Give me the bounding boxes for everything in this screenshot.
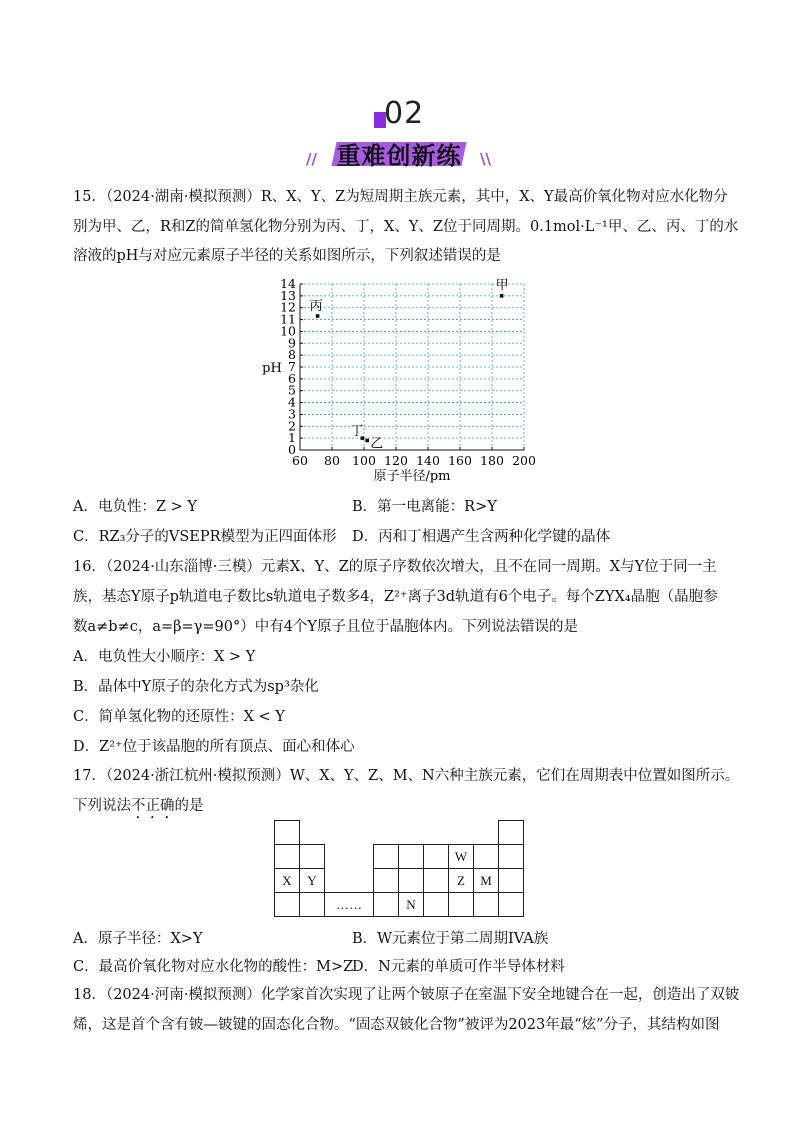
q15-stem-line1: 15．（2024·湖南·模拟预测）R、X、Y、Z为短周期主族元素，其中，X、Y最高价氧化物对应水化物分: [73, 189, 728, 205]
table-cell: [374, 893, 399, 917]
element-m: M: [474, 869, 499, 893]
data-point: [316, 314, 320, 318]
table-row: [275, 821, 524, 845]
table-cell: [399, 869, 424, 893]
q17-option-c: C．最高价氧化物对应水化物的酸性：M>Z: [73, 959, 354, 975]
table-row: [275, 845, 524, 869]
table-cell: [300, 845, 325, 869]
y-tick-label: 4: [288, 394, 296, 410]
banner-right-slashes: \\: [480, 150, 491, 168]
element-z: Z: [449, 869, 474, 893]
q16-option-a: A．电负性大小顺序：X > Y: [73, 649, 256, 665]
table-cell: [275, 893, 300, 917]
q17-stem-line1: 17．（2024·浙江杭州·模拟预测）W、X、Y、Z、M、N六种主族元素，它们在周期表中位置如图所示。: [73, 768, 740, 784]
point-label: 丙: [309, 299, 323, 315]
q17-stem-post: 的是: [174, 798, 204, 814]
table-cell: [499, 845, 524, 869]
table-row: [275, 893, 524, 917]
q15-stem-line3: 溶液的pH与对应元素原子半径的关系如图所示，下列叙述错误的是: [73, 248, 501, 264]
data-points: [310, 278, 509, 452]
x-tick-label: 60: [292, 453, 308, 468]
data-point: [500, 294, 504, 298]
q16-stem-line2: 族，基态Y原子p轨道电子数比s轨道电子数多4，Z²⁺离子3d轨道有6个电子。每个ZYX₄晶胞（晶胞参: [73, 589, 718, 605]
y-tick-label: 2: [288, 418, 296, 434]
table-cell: [374, 845, 399, 869]
y-tick-label: 1: [288, 430, 296, 446]
y-tick-label: 13: [280, 287, 296, 303]
y-tick-labels: [280, 276, 296, 457]
point-label: 丁: [350, 424, 364, 440]
element-w: W: [449, 845, 474, 869]
q15-stem-line2: 别为甲、乙，R和Z的简单氢化物分别为丙、丁，X、Y、Z位于同周期。0.1mol·L⁻¹甲、乙、丙、丁的水: [73, 219, 739, 235]
x-tick-label: 200: [512, 453, 536, 468]
q15-option-a: A．电负性：Z > Y: [73, 499, 197, 515]
table-cell: [424, 869, 449, 893]
table-cell: [499, 821, 524, 845]
q15-option-b: B．第一电离能：R>Y: [352, 499, 497, 515]
y-tick-label: 5: [288, 382, 296, 398]
table-cell: [424, 845, 449, 869]
x-axis-label: 原子半径/pm: [373, 469, 451, 484]
q16-option-d: D．Z²⁺位于该晶胞的所有顶点、面心和体心: [73, 739, 355, 755]
table-cell: [275, 821, 300, 845]
section-title: 重难创新练: [336, 142, 462, 170]
table-cell: [300, 893, 325, 917]
chart-grid: [300, 284, 524, 450]
point-label: 甲: [495, 277, 509, 293]
y-tick-label: 3: [288, 406, 296, 422]
table-cell: [399, 845, 424, 869]
table-cell: [474, 893, 499, 917]
x-tick-label: 160: [448, 453, 472, 468]
y-tick-label: 0: [288, 442, 296, 457]
periodic-table-fragment: [274, 820, 524, 917]
element-x: X: [275, 869, 300, 893]
x-tick-label: 120: [384, 453, 408, 468]
ph-radius-chart: [250, 272, 550, 487]
y-tick-label: 10: [280, 323, 296, 339]
y-tick-label: 11: [280, 311, 296, 327]
y-axis-label: pH: [262, 361, 282, 376]
q15-option-d: D．丙和丁相遇产生含两种化学键的晶体: [352, 529, 611, 545]
section-number: 02: [384, 96, 425, 131]
y-tick-label: 8: [288, 347, 296, 363]
q17-option-b: B．W元素位于第二周期IVA族: [352, 931, 549, 947]
x-tick-labels: [292, 453, 536, 468]
x-tick-label: 180: [480, 453, 504, 468]
transition-gap: ……: [325, 893, 374, 917]
y-tick-label: 7: [288, 359, 296, 374]
point-label: 乙: [370, 436, 384, 452]
data-point: [365, 439, 369, 443]
element-y: Y: [300, 869, 325, 893]
banner-left-slashes: //: [306, 150, 317, 168]
table-row: [275, 869, 524, 893]
x-tick-label: 140: [416, 453, 440, 468]
q17-stem-line2: [73, 796, 204, 822]
q17-option-a: A．原子半径：X>Y: [73, 931, 203, 947]
y-tick-label: 9: [288, 335, 296, 351]
table-cell: [275, 845, 300, 869]
element-n: N: [399, 893, 424, 917]
table-cell: [499, 893, 524, 917]
y-tick-label: 6: [288, 370, 296, 386]
y-tick-label: 14: [280, 276, 296, 291]
table-cell: [424, 893, 449, 917]
section-banner: [324, 136, 474, 170]
q16-option-b: B．晶体中Y原子的杂化方式为sp³杂化: [73, 679, 319, 695]
q15-option-c: C．RZ₃分子的VSEPR模型为正四面体形: [73, 529, 337, 545]
q17-option-d: D．N元素的单质可作半导体材料: [352, 959, 565, 975]
q16-option-c: C．简单氢化物的还原性：X < Y: [73, 709, 285, 725]
y-tick-label: 12: [280, 299, 296, 315]
table-cell: [449, 893, 474, 917]
table-cell: [474, 845, 499, 869]
q18-stem-line2: 烯，这是首个含有铍—铍键的固态化合物。“固态双铍化合物”被评为2023年最“炫”分子，其结构如图: [73, 1017, 720, 1033]
q17-emphasis: 不正确: [131, 798, 175, 814]
x-tick-label: 100: [352, 453, 376, 468]
table-cell: [374, 869, 399, 893]
q17-stem-pre: 下列说法: [73, 798, 131, 814]
x-tick-label: 80: [324, 453, 340, 468]
q16-stem-line3: 数a≠b≠c，a=β=γ=90°）中有4个Y原子且位于晶胞体内。下列说法错误的是: [73, 619, 578, 635]
q18-stem-line1: 18．（2024·河南·模拟预测）化学家首次实现了让两个铍原子在室温下安全地键合在一起，创造出了双铍: [73, 987, 740, 1003]
table-cell: [499, 869, 524, 893]
q16-stem-line1: 16．（2024·山东淄博·三模）元素X、Y、Z的原子序数依次增大，且不在同一周期。X与Y位于同一主: [73, 559, 717, 575]
